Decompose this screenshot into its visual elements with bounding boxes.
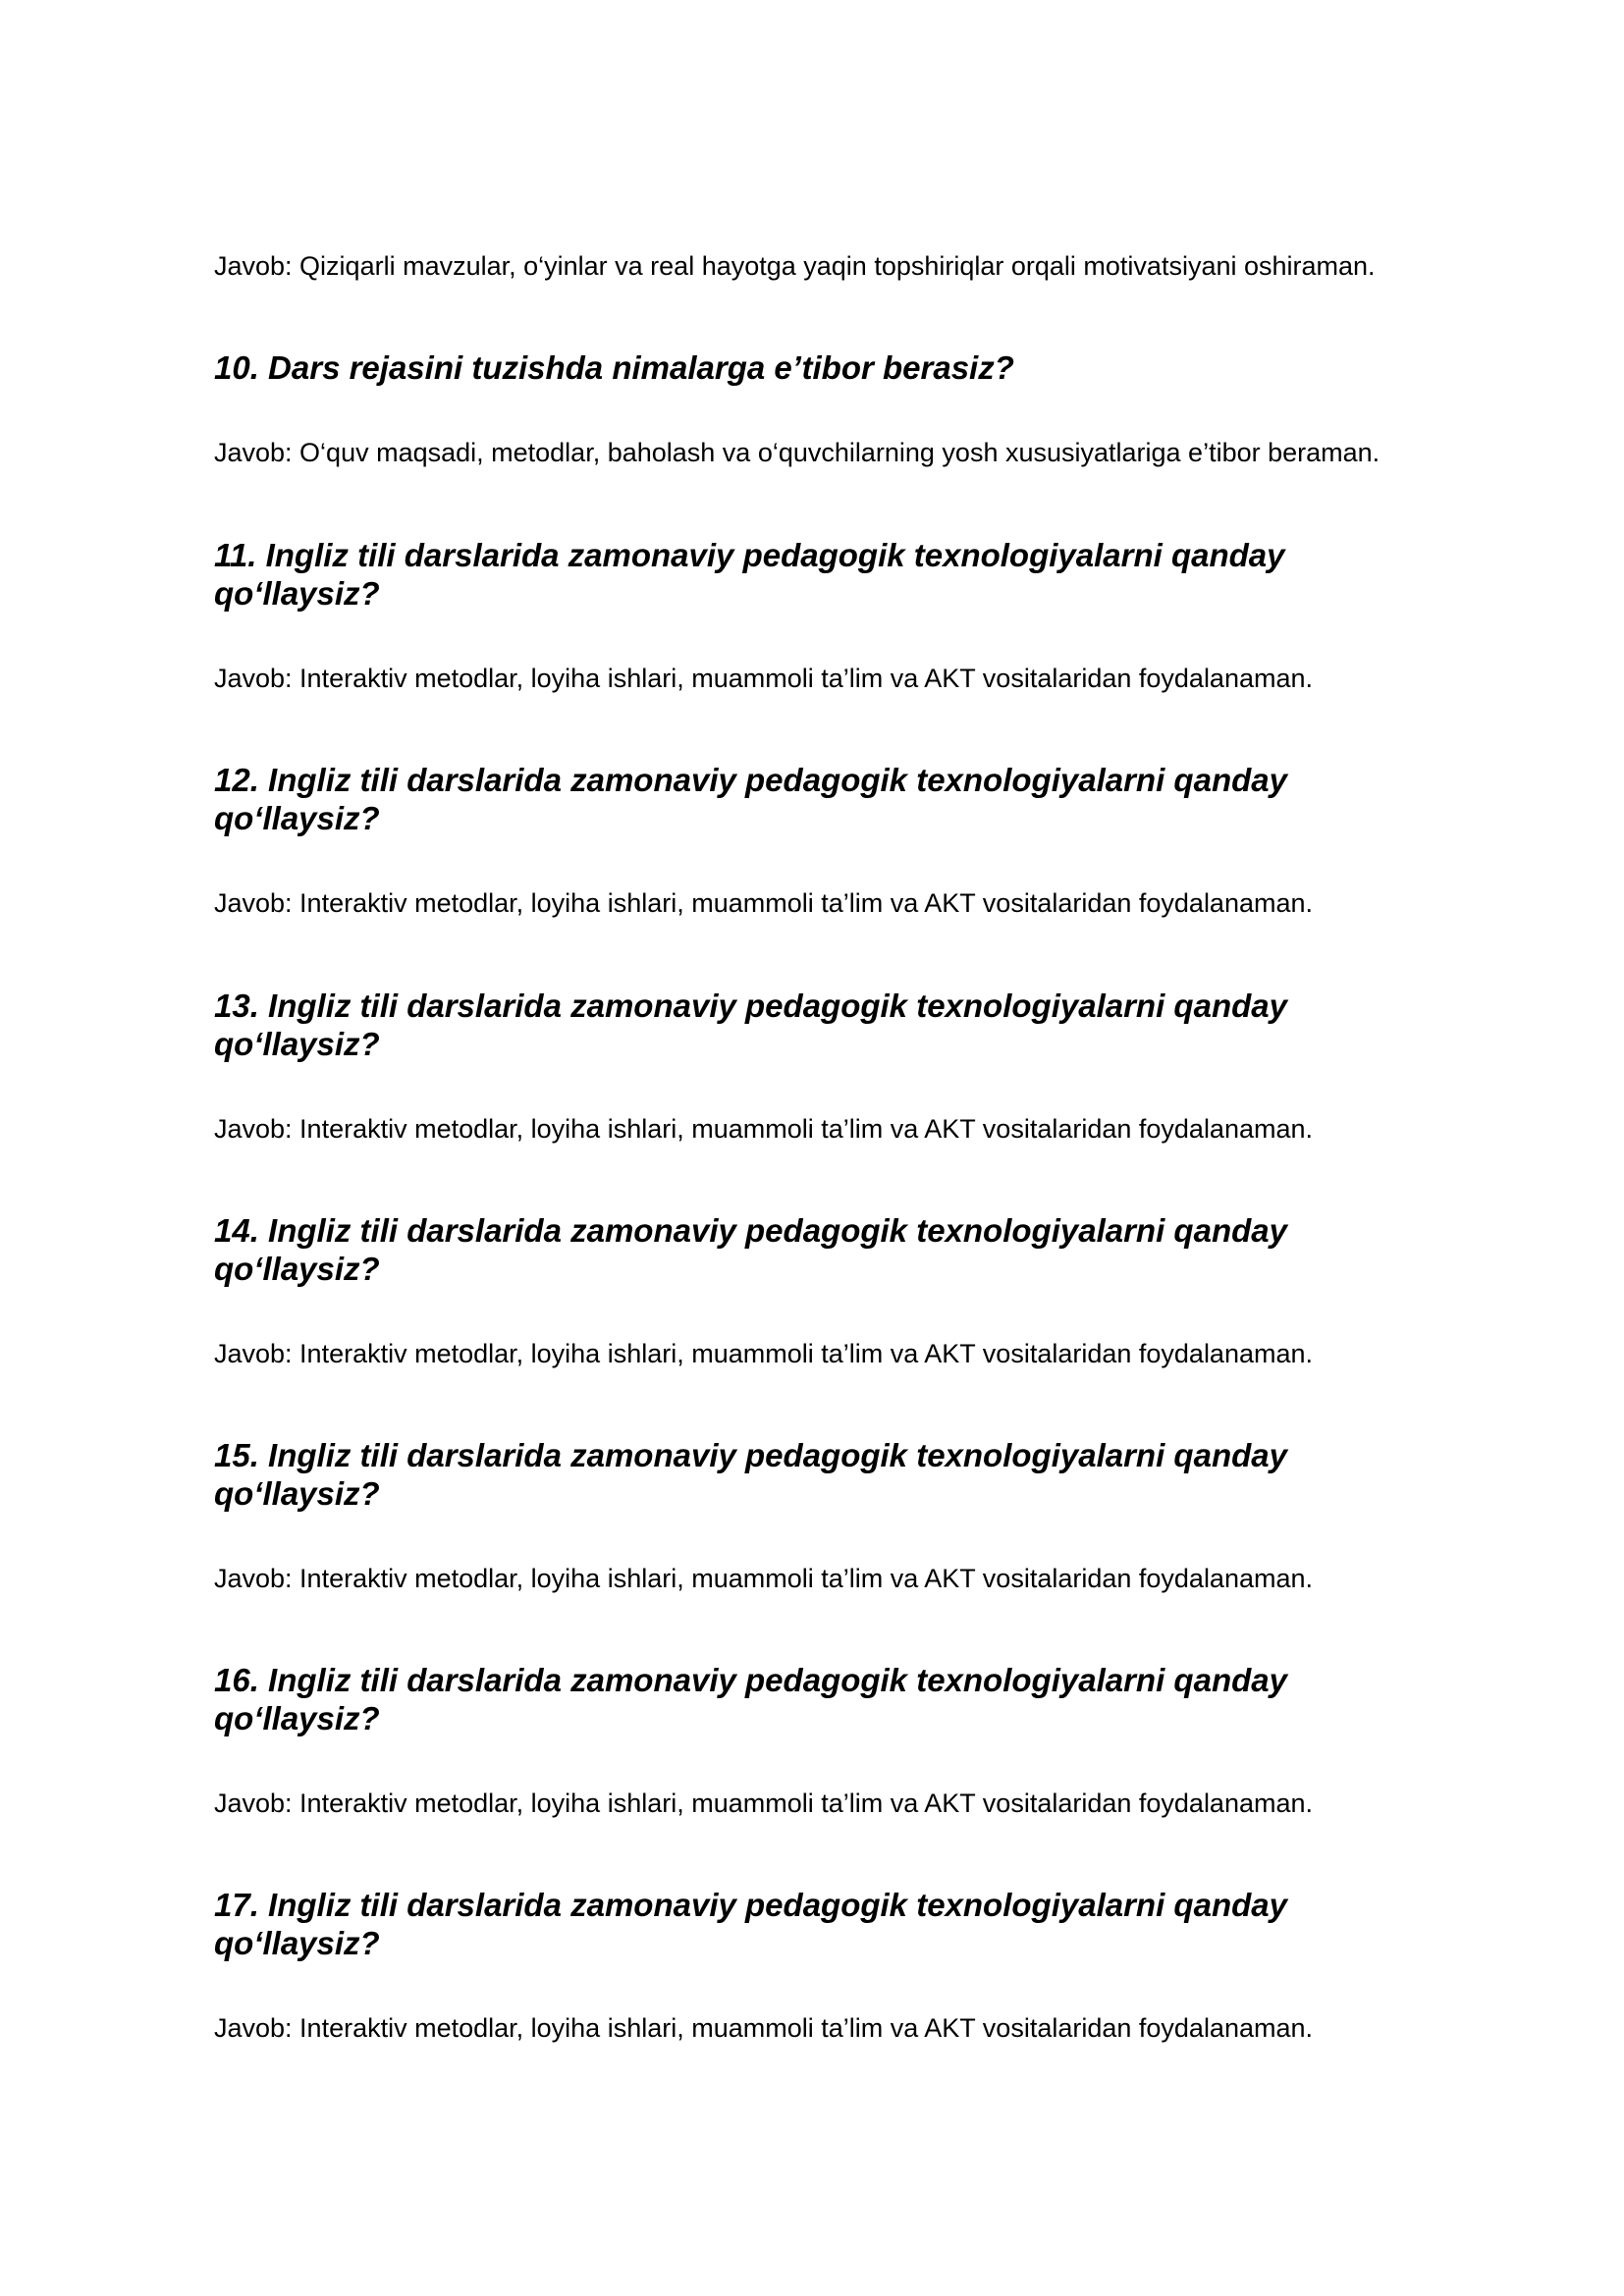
question-10-line1: 10. Dars rejasini tuzishda nimalarga e’tibor berasiz? [214,349,1014,386]
question-13-line1: 13. Ingliz tili darslarida zamonaviy pedagogik texnologiyalarni qanday [214,988,1287,1024]
question-11 [214,536,1432,613]
question-12-line1: 12. Ingliz tili darslarida zamonaviy pedagogik texnologiyalarni qanday [214,762,1287,798]
question-13 [214,987,1432,1063]
question-17-line2: qo‘llaysiz? [214,1925,380,1961]
question-15 [214,1436,1432,1513]
answer-13: Javob: Interaktiv metodlar, loyiha ishlari, muammoli ta’lim va AKT vositalaridan foydalanaman. [214,1114,1314,1144]
question-14 [214,1211,1432,1288]
question-14-line2: qo‘llaysiz? [214,1251,380,1287]
answer-10: Javob: O‘quv maqsadi, metodlar, baholash va o‘quvchilarning yosh xususiyatlariga e’tibor beraman. [214,438,1380,467]
question-16-line2: qo‘llaysiz? [214,1700,380,1736]
question-10 [214,348,1432,387]
answer-11: Javob: Interaktiv metodlar, loyiha ishlari, muammoli ta’lim va AKT vositalaridan foydalanaman. [214,664,1314,693]
question-12 [214,761,1432,837]
intro-answer: Javob: Qiziqarli mavzular, o‘yinlar va real hayotga yaqin topshiriqlar orqali motivatsiyani oshiraman. [214,251,1376,281]
question-11-line2: qo‘llaysiz? [214,575,380,612]
question-13-line2: qo‘llaysiz? [214,1026,380,1062]
answer-15: Javob: Interaktiv metodlar, loyiha ishlari, muammoli ta’lim va AKT vositalaridan foydalanaman. [214,1564,1314,1593]
question-11-line1: 11. Ingliz tili darslarida zamonaviy pedagogik texnologiyalarni qanday [214,537,1285,573]
question-12-line2: qo‘llaysiz? [214,800,380,836]
answer-14: Javob: Interaktiv metodlar, loyiha ishlari, muammoli ta’lim va AKT vositalaridan foydalanaman. [214,1339,1314,1368]
question-17 [214,1886,1432,1962]
answer-17: Javob: Interaktiv metodlar, loyiha ishlari, muammoli ta’lim va AKT vositalaridan foydalanaman. [214,2013,1314,2043]
question-15-line2: qo‘llaysiz? [214,1475,380,1512]
question-16 [214,1661,1432,1737]
question-17-line1: 17. Ingliz tili darslarida zamonaviy pedagogik texnologiyalarni qanday [214,1887,1287,1923]
question-16-line1: 16. Ingliz tili darslarida zamonaviy pedagogik texnologiyalarni qanday [214,1662,1287,1698]
answer-16: Javob: Interaktiv metodlar, loyiha ishlari, muammoli ta’lim va AKT vositalaridan foydalanaman. [214,1789,1314,1818]
answer-12: Javob: Interaktiv metodlar, loyiha ishlari, muammoli ta’lim va AKT vositalaridan foydalanaman. [214,888,1314,918]
question-15-line1: 15. Ingliz tili darslarida zamonaviy pedagogik texnologiyalarni qanday [214,1437,1287,1473]
question-14-line1: 14. Ingliz tili darslarida zamonaviy pedagogik texnologiyalarni qanday [214,1212,1287,1249]
